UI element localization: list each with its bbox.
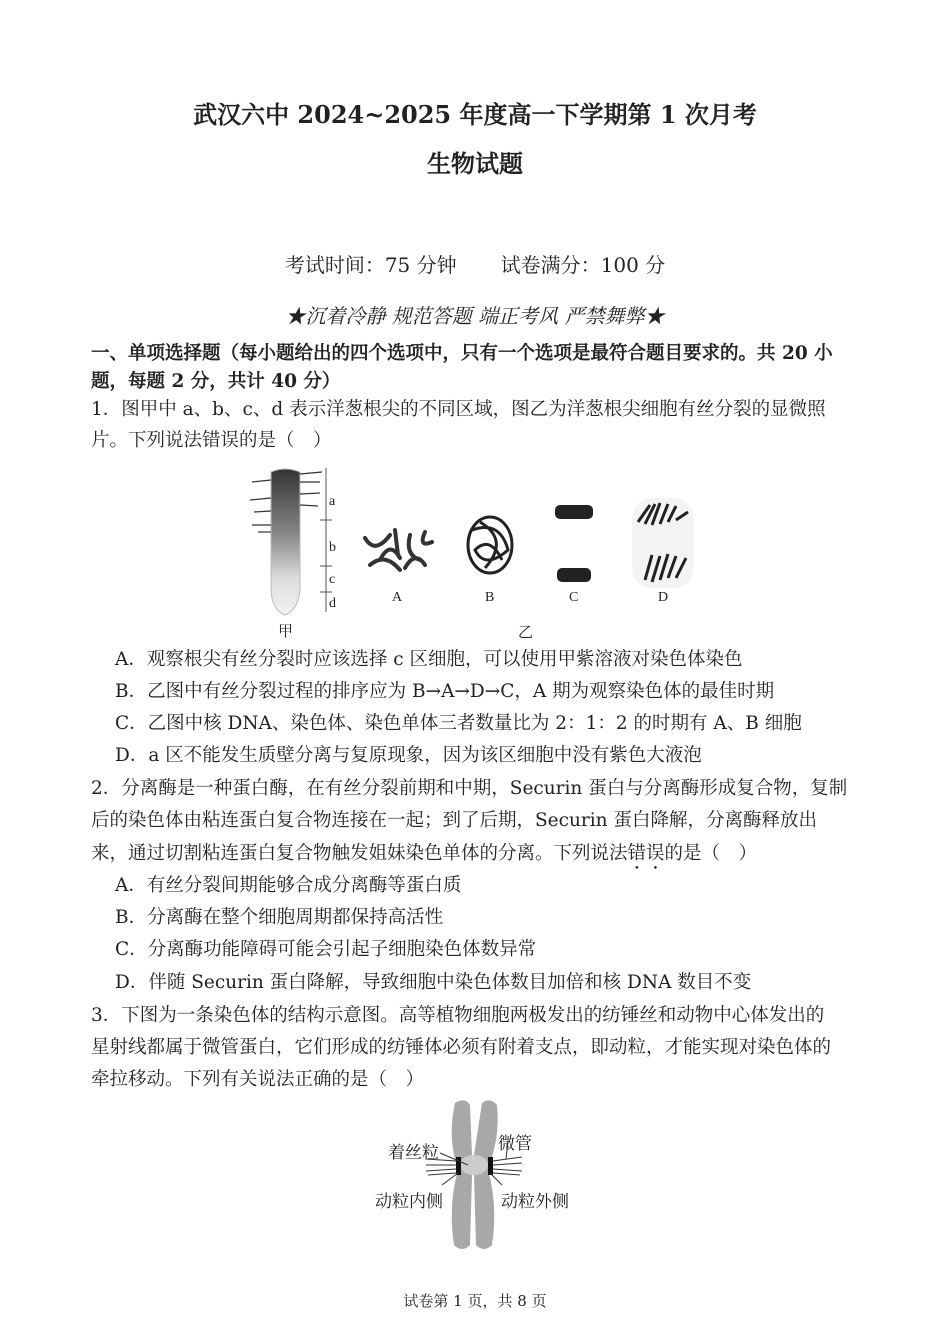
exam-info xyxy=(0,253,950,277)
q3-stem: 星射线都属于微管蛋白，它们形成的纺锤体必须有附着支点，即动粒，才能实现对染色体的 xyxy=(91,1037,832,1058)
q3-stem: 3．下图为一条染色体的结构示意图。高等植物细胞两极发出的纺锤丝和动物中心体发出的 xyxy=(91,1005,825,1026)
cell-label-C: C xyxy=(569,590,579,605)
cell-label-A: A xyxy=(392,590,403,605)
figure-label-yi: 乙 xyxy=(518,625,534,641)
q2-option-a[interactable]: A．有丝分裂间期能够合成分离酶等蛋白质 xyxy=(115,875,462,896)
zone-label-a: a xyxy=(329,494,336,509)
exam-subject: 生物试题 xyxy=(427,149,523,178)
root-tip-diagram xyxy=(240,460,720,640)
exam-motto: ★沉着冷静 规范答题 端正考风 严禁舞弊★ xyxy=(285,304,665,328)
q2-option-d[interactable]: D．伴随 Securin 蛋白降解，导致细胞中染色体数目加倍和核 DNA 数目不变 xyxy=(115,972,752,993)
chromosome-diagram xyxy=(360,1095,590,1255)
zone-label-d: d xyxy=(329,596,336,611)
chromosome-illustration xyxy=(360,1095,590,1255)
q2-stem xyxy=(91,842,757,874)
microtubule-label: 微管 xyxy=(498,1134,532,1154)
q1-option-a[interactable]: A．观察根尖有丝分裂时应该选择 c 区细胞，可以使用甲紫溶液对染色体染色 xyxy=(115,649,743,670)
centromere-label: 着丝粒 xyxy=(388,1143,439,1163)
q2-emphasis: 错误 xyxy=(627,843,665,864)
exam-title: 武汉六中 2024~2025 年度高一下学期第 1 次月考 xyxy=(193,100,757,129)
chromosome-cell-B xyxy=(468,517,512,573)
q1-option-c[interactable]: C．乙图中核 DNA、染色体、染色单体三者数量比为 2：1：2 的时期有 A、B 细胞 xyxy=(115,713,802,734)
kinetochore-outer-label: 动粒外侧 xyxy=(501,1192,569,1212)
q1-option-d[interactable]: D．a 区不能发生质壁分离与复原现象，因为该区细胞中没有紫色大液泡 xyxy=(115,745,702,766)
q3-stem: 牵拉移动。下列有关说法正确的是（ ） xyxy=(91,1069,425,1090)
cell-label-D: D xyxy=(658,590,669,605)
q2-stem: 后的染色体由粘连蛋白复合物连接在一起；到了后期，Securin 蛋白降解，分离酶释放出 xyxy=(91,810,817,831)
q2-stem-text: 来，通过切割粘连蛋白复合物触发姐妹染色单体的分离。下列说法 xyxy=(91,843,628,864)
cell-label-B: B xyxy=(485,590,495,605)
chromosome-cell-A xyxy=(365,530,432,570)
kinetochore-inner-label: 动粒内侧 xyxy=(375,1192,443,1212)
zone-label-c: c xyxy=(329,572,336,587)
q1-stem: 片。下列说法错误的是（ ） xyxy=(91,430,332,451)
q1-stem: 1．图甲中 a、b、c、d 表示洋葱根尖的不同区域，图乙为洋葱根尖细胞有丝分裂的显微照 xyxy=(91,399,826,420)
q2-option-b[interactable]: B．分离酶在整个细胞周期都保持高活性 xyxy=(115,907,444,928)
q1-option-b[interactable]: B．乙图中有丝分裂过程的排序应为 B→A→D→C，A 期为观察染色体的最佳时期 xyxy=(115,681,775,702)
q2-stem: 2．分离酶是一种蛋白酶，在有丝分裂前期和中期，Securin 蛋白与分离酶形成复合物，复制 xyxy=(91,778,848,799)
section-heading-1: 一、单项选择题（每小题给出的四个选项中，只有一个选项是最符合题目要求的。共 20 小 xyxy=(91,343,833,364)
zone-label-b: b xyxy=(329,540,336,555)
figure-label-jia: 甲 xyxy=(278,624,294,640)
q2-option-c[interactable]: C．分离酶功能障碍可能会引起子细胞染色体数异常 xyxy=(115,939,537,960)
chromosome-cell-C xyxy=(555,505,593,582)
q2-stem-text: 的是（ ） xyxy=(664,843,758,864)
page-footer: 试卷第 1 页，共 8 页 xyxy=(403,1292,547,1310)
q1-figure xyxy=(240,460,720,640)
section-heading-2: 题，每题 2 分，共计 40 分） xyxy=(91,371,341,392)
exam-time: 考试时间：75 分钟 xyxy=(284,253,457,277)
full-score: 试卷满分：100 分 xyxy=(500,253,666,277)
chromosome-cell-D xyxy=(632,498,694,588)
